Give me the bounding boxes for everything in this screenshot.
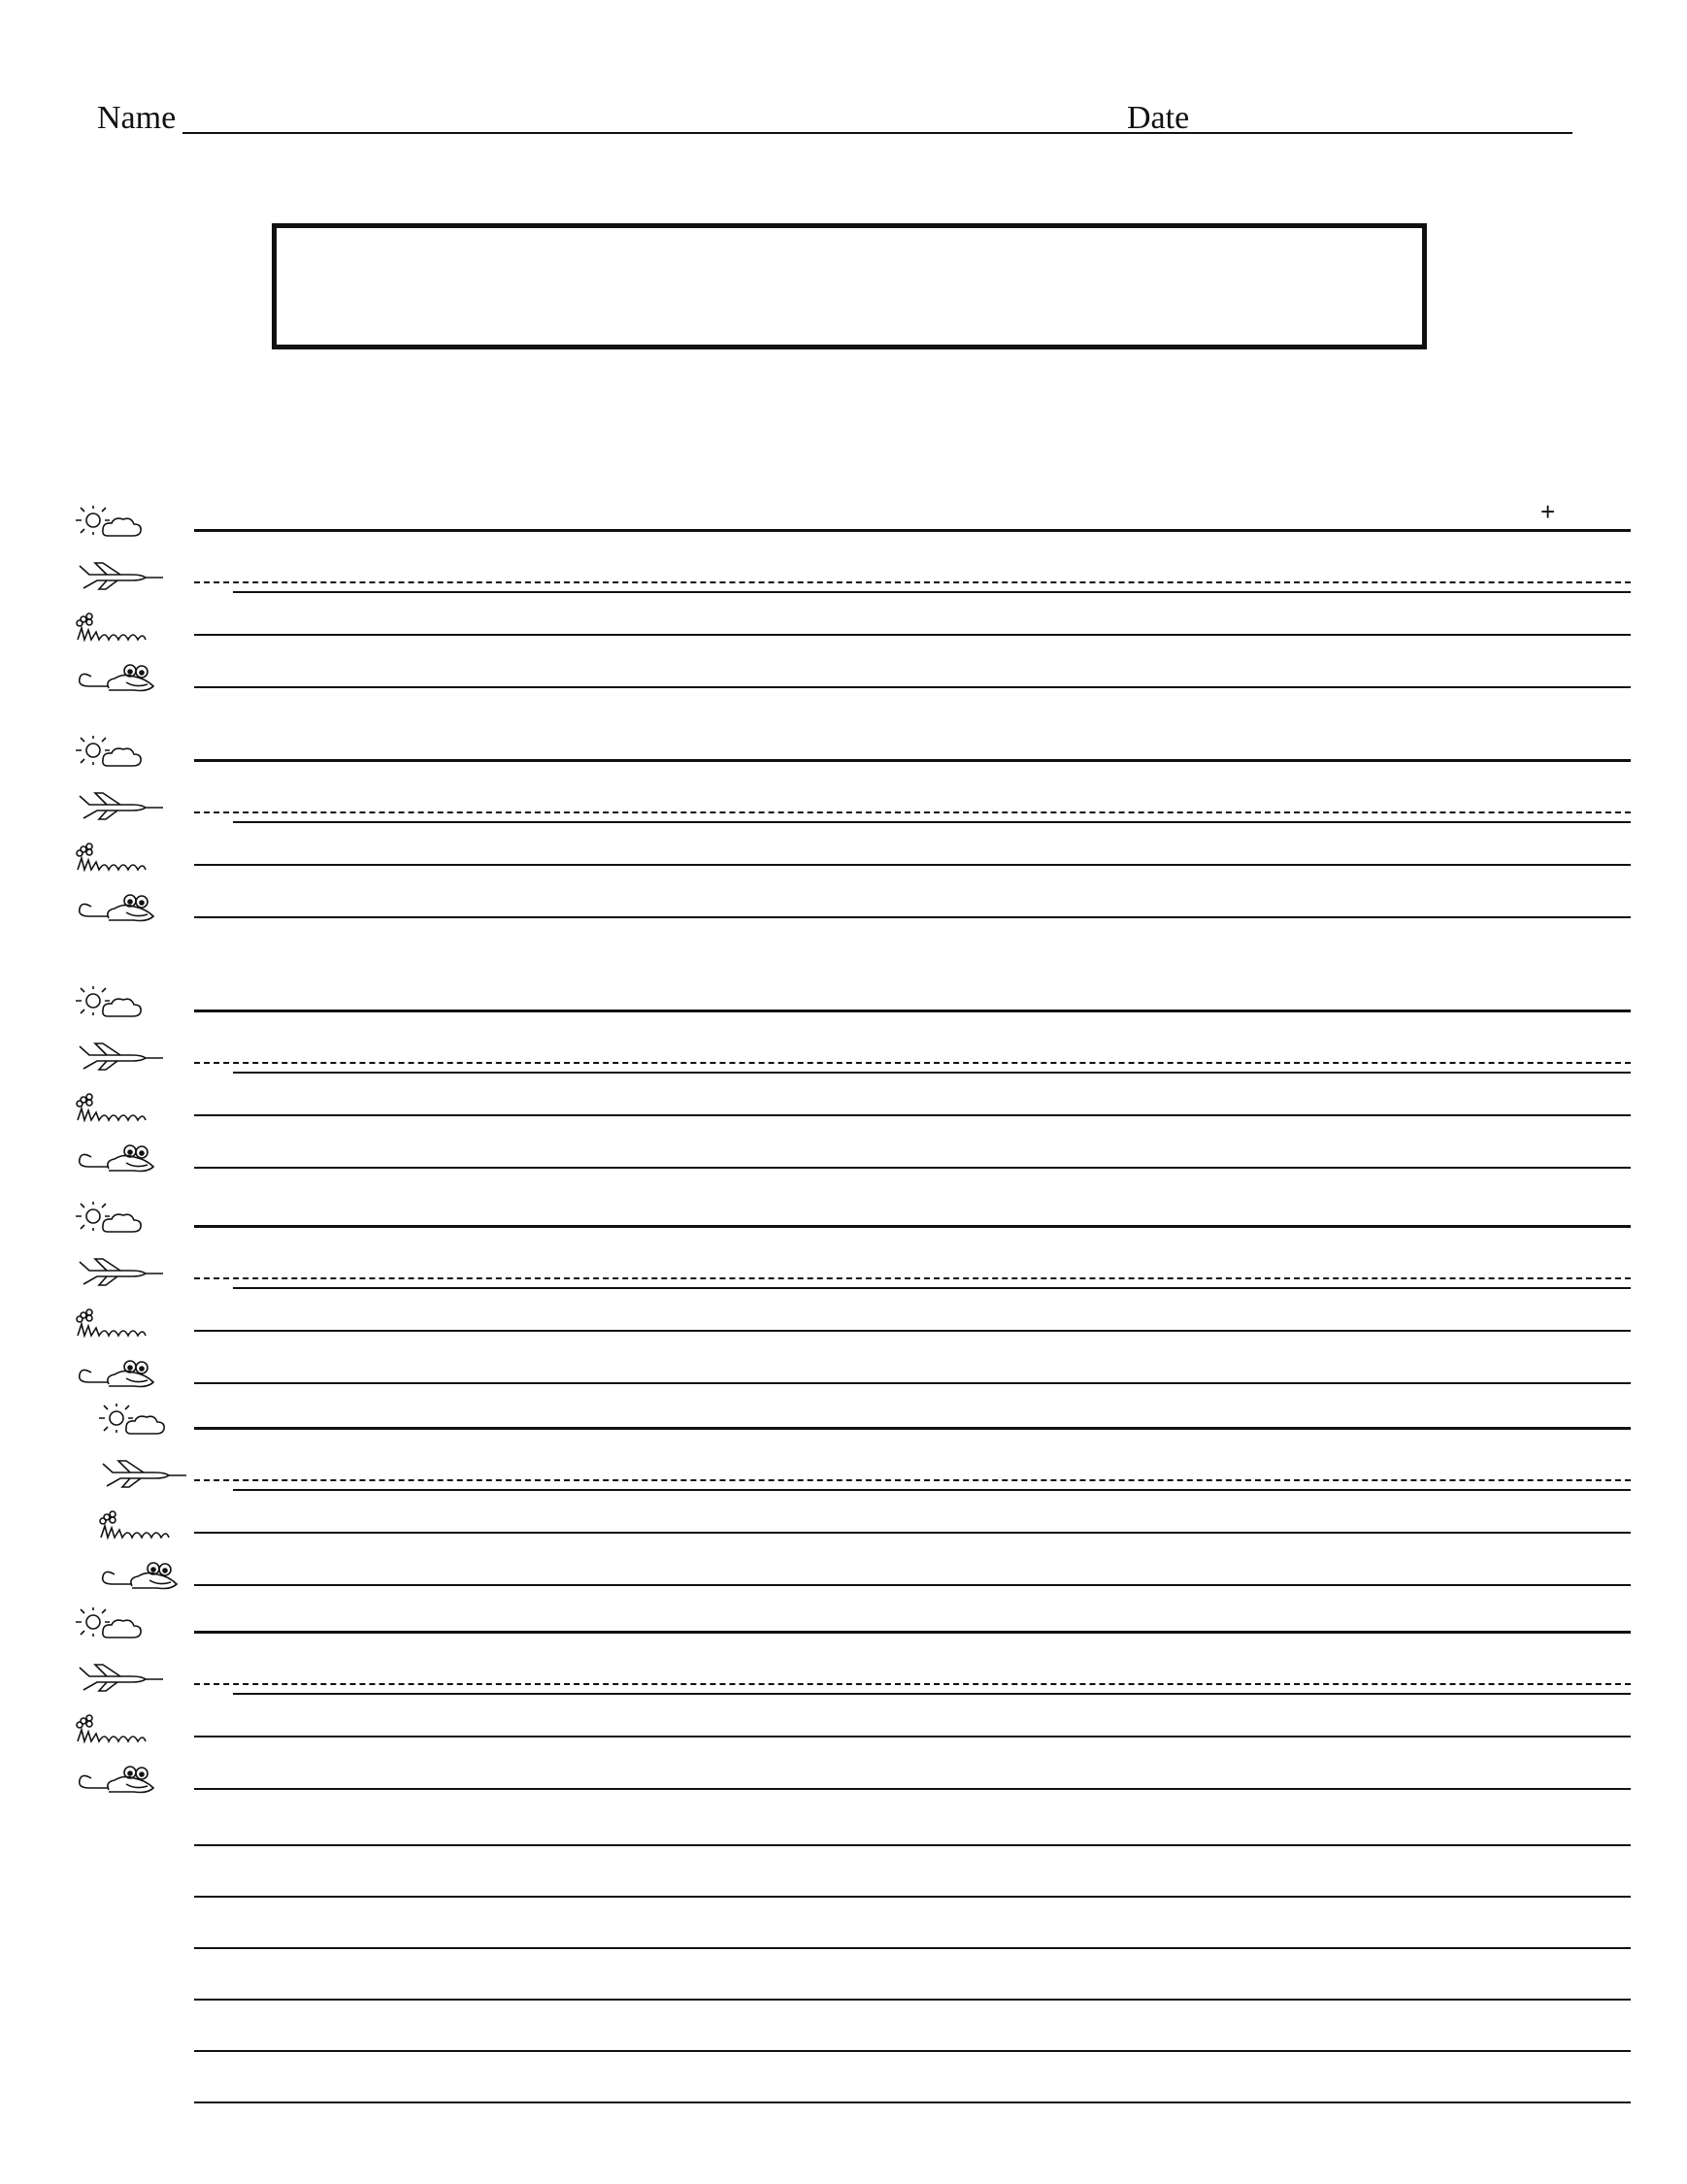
airplane-icon xyxy=(74,1254,171,1287)
worm-icon xyxy=(74,893,171,926)
midline-underline xyxy=(233,591,1631,593)
descender-line xyxy=(194,1788,1631,1790)
writing-line xyxy=(194,1896,1631,1898)
plus-marker: + xyxy=(1540,497,1556,526)
writing-line xyxy=(194,1999,1631,2001)
midline-underline xyxy=(233,821,1631,823)
baseline xyxy=(194,634,1631,636)
worm-icon xyxy=(74,1143,171,1176)
grass-flower-icon xyxy=(74,1307,171,1340)
baseline xyxy=(194,864,1631,866)
sun-cloud-icon xyxy=(74,1607,171,1640)
sun-cloud-icon xyxy=(97,1404,194,1437)
sun-cloud-icon xyxy=(74,506,171,539)
baseline xyxy=(194,1736,1631,1737)
worm-icon xyxy=(97,1561,194,1594)
midline-dashed xyxy=(194,1683,1631,1685)
airplane-icon xyxy=(97,1456,194,1489)
midline-underline xyxy=(233,1693,1631,1695)
midline-underline xyxy=(233,1287,1631,1289)
top-line xyxy=(194,759,1631,762)
descender-line xyxy=(194,1382,1631,1384)
writing-line xyxy=(194,2101,1631,2103)
sun-cloud-icon xyxy=(74,1202,171,1235)
writing-line xyxy=(194,1844,1631,1846)
midline-dashed xyxy=(194,581,1631,583)
writing-line xyxy=(194,1947,1631,1949)
midline-dashed xyxy=(194,811,1631,813)
grass-flower-icon xyxy=(74,1712,171,1745)
top-line xyxy=(194,1631,1631,1634)
grass-flower-icon xyxy=(97,1508,194,1541)
sun-cloud-icon xyxy=(74,986,171,1019)
midline-underline xyxy=(233,1072,1631,1074)
airplane-icon xyxy=(74,1039,171,1072)
baseline xyxy=(194,1114,1631,1116)
midline-underline xyxy=(233,1489,1631,1491)
descender-line xyxy=(194,1167,1631,1169)
date-label: Date xyxy=(1127,100,1190,136)
airplane-icon xyxy=(74,1660,171,1693)
grass-flower-icon xyxy=(74,611,171,644)
top-line xyxy=(194,1225,1631,1228)
name-label: Name xyxy=(97,100,177,136)
midline-dashed xyxy=(194,1479,1631,1481)
top-line xyxy=(194,529,1631,532)
baseline xyxy=(194,1330,1631,1332)
airplane-icon xyxy=(74,558,171,591)
descender-line xyxy=(194,686,1631,688)
grass-flower-icon xyxy=(74,841,171,874)
sun-cloud-icon xyxy=(74,736,171,769)
descender-line xyxy=(194,1584,1631,1586)
midline-dashed xyxy=(194,1062,1631,1064)
grass-flower-icon xyxy=(74,1091,171,1124)
midline-dashed xyxy=(194,1277,1631,1279)
worm-icon xyxy=(74,663,171,696)
baseline xyxy=(194,1532,1631,1534)
writing-line xyxy=(194,2050,1631,2052)
worm-icon xyxy=(74,1359,171,1392)
airplane-icon xyxy=(74,788,171,821)
worm-icon xyxy=(74,1765,171,1798)
top-line xyxy=(194,1427,1631,1430)
descender-line xyxy=(194,916,1631,918)
top-line xyxy=(194,1009,1631,1012)
